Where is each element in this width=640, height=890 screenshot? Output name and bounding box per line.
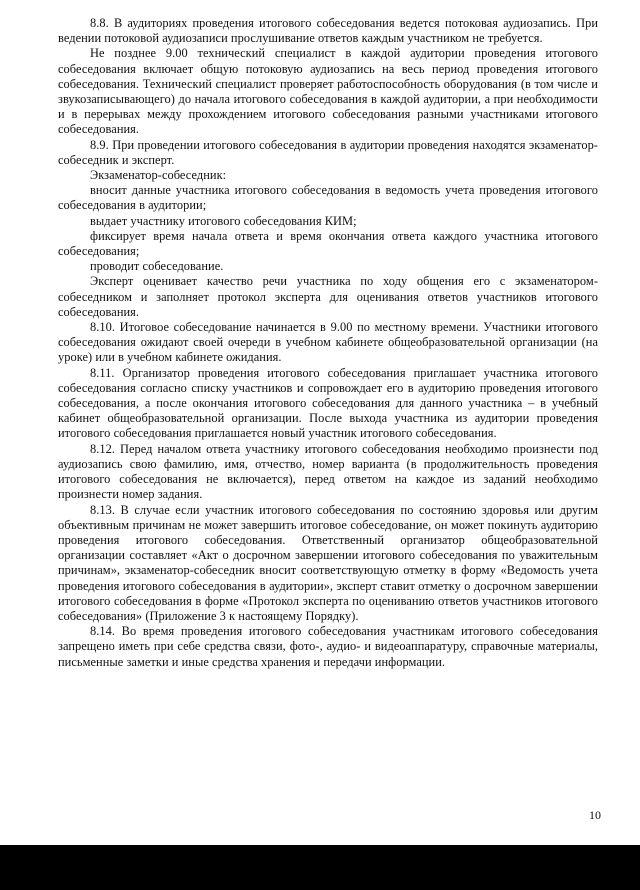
paragraph-examiner-duty-3: фиксирует время начала ответа и время окончания ответа каждого участника итогового собеседования; xyxy=(58,228,598,259)
paragraph-8-11: 8.11. Организатор проведения итогового собеседования приглашает участника итогового собеседования согласно списку участников и сопровождает его в аудиторию проведения итогового собеседования, а после окончания итогового собеседования для данного участника – в учебный кабинет общеобразовательной организации. После выхода участника из аудитории проведения итогового собеседования приглашается новый участник итогового собеседования. xyxy=(58,365,598,441)
page-number: 10 xyxy=(589,808,601,822)
paragraph-examiner-duty-4: проводит собеседование. xyxy=(90,259,224,274)
paragraph-audio-setup: Не позднее 9.00 технический специалист в каждой аудитории проведения итогового собеседования включает общую потоковую аудиозапись на весь период проведения итогового собеседования. Технический специалист проверяет работоспособность оборудования (в том числе и звукозаписывающего) до начала итогового собеседования в каждой аудитории, а при необходимости и в перерывах между прохождением итогового собеседования разными участниками итогового собеседования. xyxy=(58,46,598,137)
paragraph-8-14: 8.14. Во время проведения итогового собеседования участникам итогового собеседования запрещено иметь при себе средства связи, фото-, аудио- и видеоаппаратуру, справочные материалы, письменные заметки и иные средства хранения и передачи информации. xyxy=(58,624,598,669)
paragraph-expert: Эксперт оценивает качество речи участника по ходу общения его с экзаменатором-собеседником и заполняет протокол эксперта для оценивания ответов участников итогового собеседования. xyxy=(58,274,598,319)
paragraph-examiner-duty-1: вносит данные участника итогового собеседования в ведомость учета проведения итогового собеседования в аудитории; xyxy=(58,183,598,213)
paragraph-8-9: 8.9. При проведении итогового собеседования в аудитории проведения находятся экзаменатор-собеседник и эксперт. xyxy=(58,137,598,167)
scan-border-bar xyxy=(0,845,640,890)
paragraph-examiner-duty-2: выдает участнику итогового собеседования КИМ; xyxy=(90,213,357,228)
paragraph-examiner-heading: Экзаменатор-собеседник: xyxy=(90,168,227,183)
paragraph-8-10: 8.10. Итоговое собеседование начинается в 9.00 по местному времени. Участники итогового собеседования ожидают своей очереди в учебном кабинете общеобразовательной организации (на уроке) или в учебном кабинете ожидания. xyxy=(58,320,598,365)
paragraph-8-8: 8.8. В аудиториях проведения итогового собеседования ведется потоковая аудиозапись. При ведении потоковой аудиозаписи прослушивание ответов каждым участником не требуется. xyxy=(58,16,598,46)
paragraph-8-12: 8.12. Перед началом ответа участнику итогового собеседования необходимо произнести под аудиозапись свою фамилию, имя, отчество, номер варианта (в продолжительность проведения итогового собеседования не включается), перед ответом на каждое из заданий необходимо произнести номер задания. xyxy=(58,441,598,502)
paragraph-8-13: 8.13. В случае если участник итогового собеседования по состоянию здоровья или другим объективным причинам не может завершить итоговое собеседование, он может покинуть аудиторию проведения итогового собеседования. Ответственный организатор общеобразовательной организации составляет «Акт о досрочном завершении итогового собеседования по уважительным причинам», экзаменатор-собеседник вносит соответствующую отметку в форму «Ведомость учета проведения итогового собеседования в аудитории», эксперт ставит отметку о досрочном завершении итогового собеседования в форме «Протокол эксперта по оцениванию ответов участников итогового собеседования» (Приложение 3 к настоящему Порядку). xyxy=(58,502,598,623)
document-page xyxy=(58,16,598,670)
